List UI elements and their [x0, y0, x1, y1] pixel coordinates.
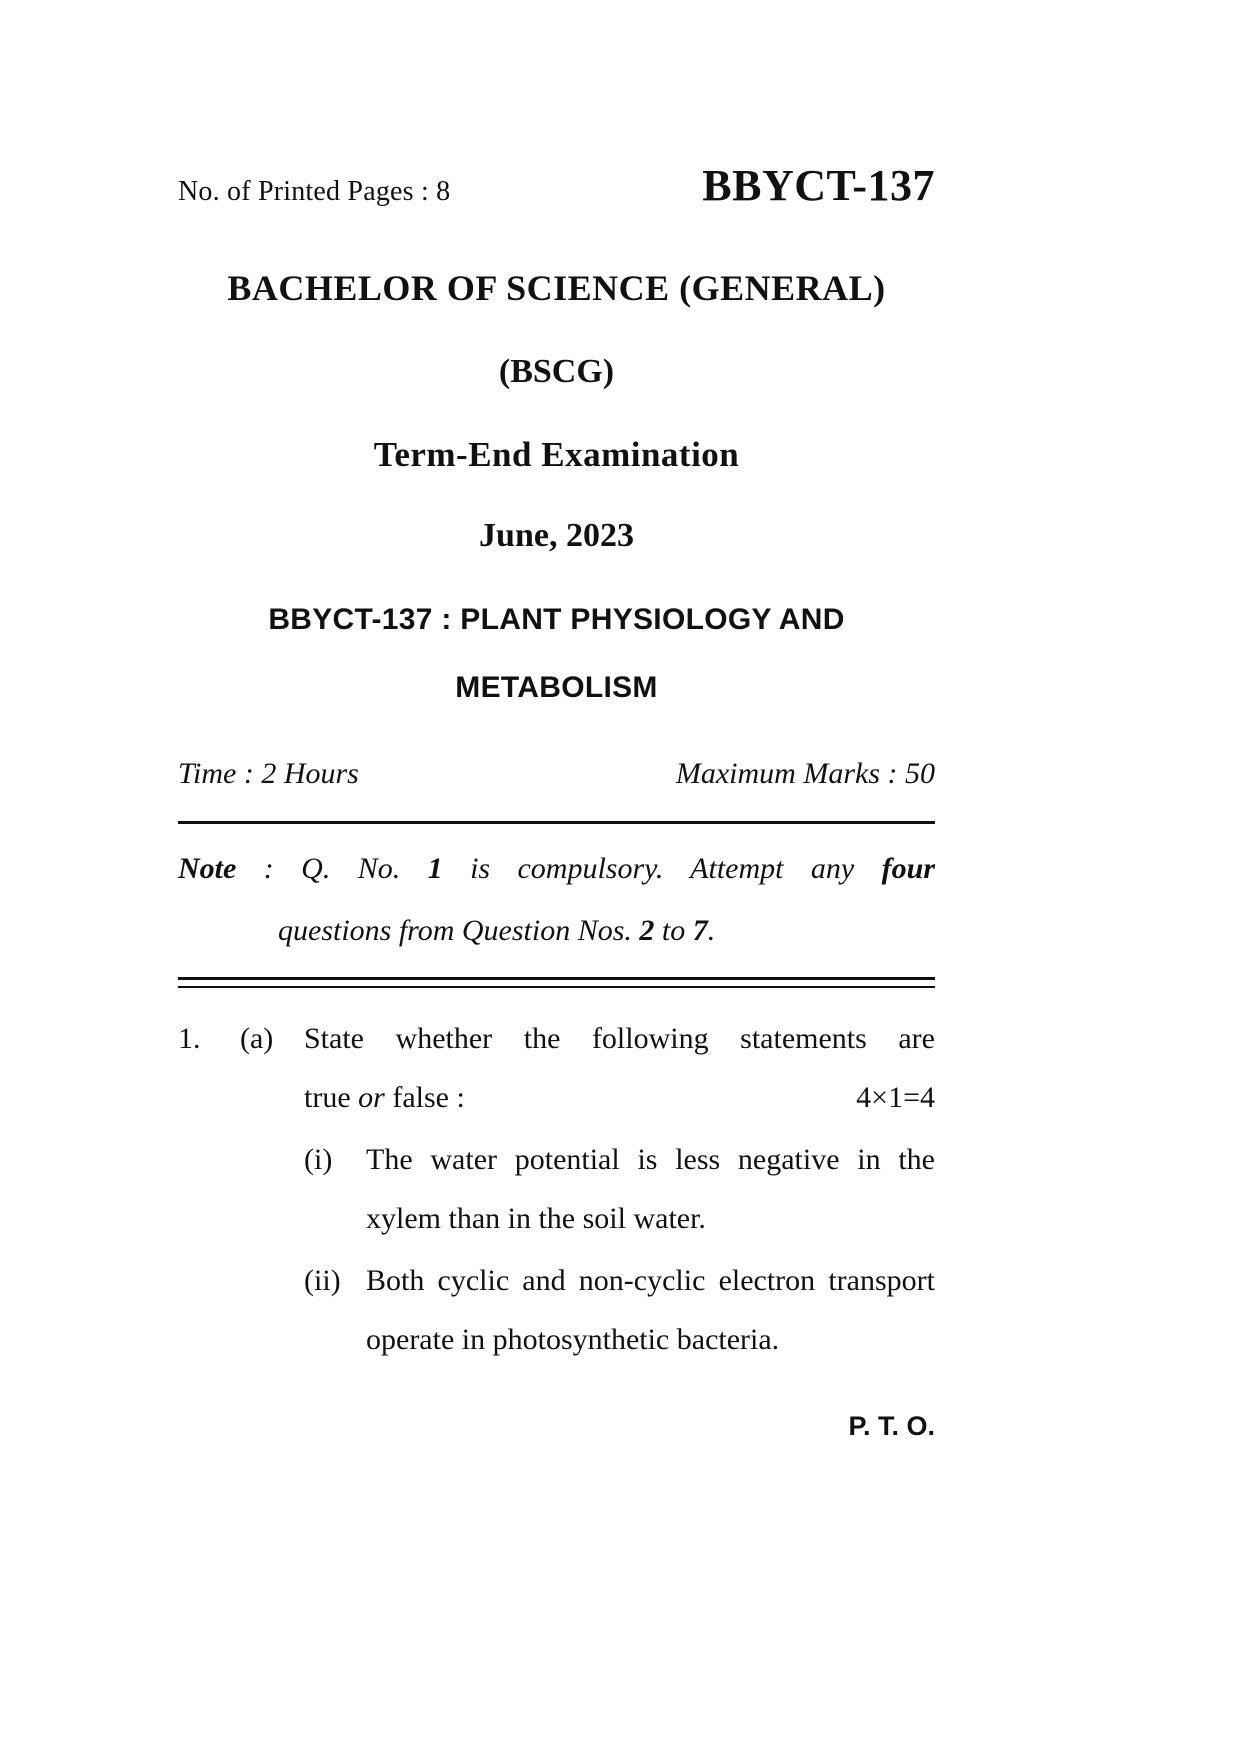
- note-text-1: Q. No.: [301, 852, 428, 885]
- sub-item-i: [304, 1131, 935, 1248]
- session-title: June, 2023: [479, 517, 634, 554]
- page-footer: [178, 1411, 935, 1442]
- tf-post: false :: [384, 1080, 465, 1114]
- note-bold-4: 7: [692, 913, 708, 947]
- meta-row: [178, 757, 935, 791]
- maximum-marks: Maximum Marks : 50: [675, 757, 935, 790]
- time-allowed: Time : 2 Hours: [178, 757, 359, 790]
- tf-or: or: [358, 1080, 385, 1114]
- divider-single: [178, 821, 935, 824]
- note-line-1: [178, 838, 935, 900]
- note-text-4: to: [654, 913, 693, 947]
- exam-title: Term-End Examination: [373, 435, 740, 474]
- divider-double: [178, 977, 935, 988]
- degree-title: BACHELOR OF SCIENCE (GENERAL): [227, 268, 886, 308]
- paper-code: BBYCT-137: [702, 161, 935, 210]
- course-title-line1: BBYCT-137 : PLANT PHYSIOLOGY AND: [268, 603, 845, 636]
- page-header: [178, 160, 935, 211]
- sub-item-i-label: (i): [304, 1143, 333, 1176]
- note-text-3: questions from Question Nos.: [278, 913, 640, 947]
- true-false-text: [304, 1069, 465, 1128]
- statement-intro: State whether the following statements are: [304, 1022, 935, 1055]
- course-title-line2: METABOLISM: [455, 671, 658, 704]
- note-label: Note: [178, 852, 237, 885]
- marks-value: 4×1=4: [856, 1080, 935, 1114]
- note-line-2: [178, 900, 935, 962]
- note-text-2: is compulsory. Attempt any: [442, 852, 882, 885]
- sub-item-ii-label: (ii): [304, 1264, 341, 1297]
- question-1: [178, 1010, 935, 1369]
- sub-item-ii: [304, 1252, 935, 1369]
- tf-pre: true: [304, 1080, 359, 1114]
- part-a-label: (a): [240, 1022, 274, 1055]
- note-bold-3: 2: [639, 913, 655, 947]
- question-1-row: [178, 1010, 935, 1369]
- note-bold-1: 1: [427, 852, 443, 885]
- question-number: 1.: [178, 1022, 201, 1055]
- pto-label: P. T. O.: [848, 1411, 935, 1441]
- program-title: (BSCG): [498, 353, 615, 390]
- part-a-body: [304, 1010, 935, 1369]
- note-block: [178, 838, 935, 961]
- sub-item-i-text: The water potential is less negative in the xylem than in the soil water.: [366, 1143, 935, 1235]
- note-text-5: .: [707, 913, 716, 947]
- note-separator: :: [236, 852, 302, 885]
- printed-pages-note: No. of Printed Pages : 8: [178, 176, 451, 207]
- true-false-line: [304, 1069, 935, 1128]
- note-bold-2: four: [881, 852, 935, 885]
- sub-item-ii-text: Both cyclic and non-cyclic electron transport operate in photosynthetic bacteria.: [366, 1264, 935, 1356]
